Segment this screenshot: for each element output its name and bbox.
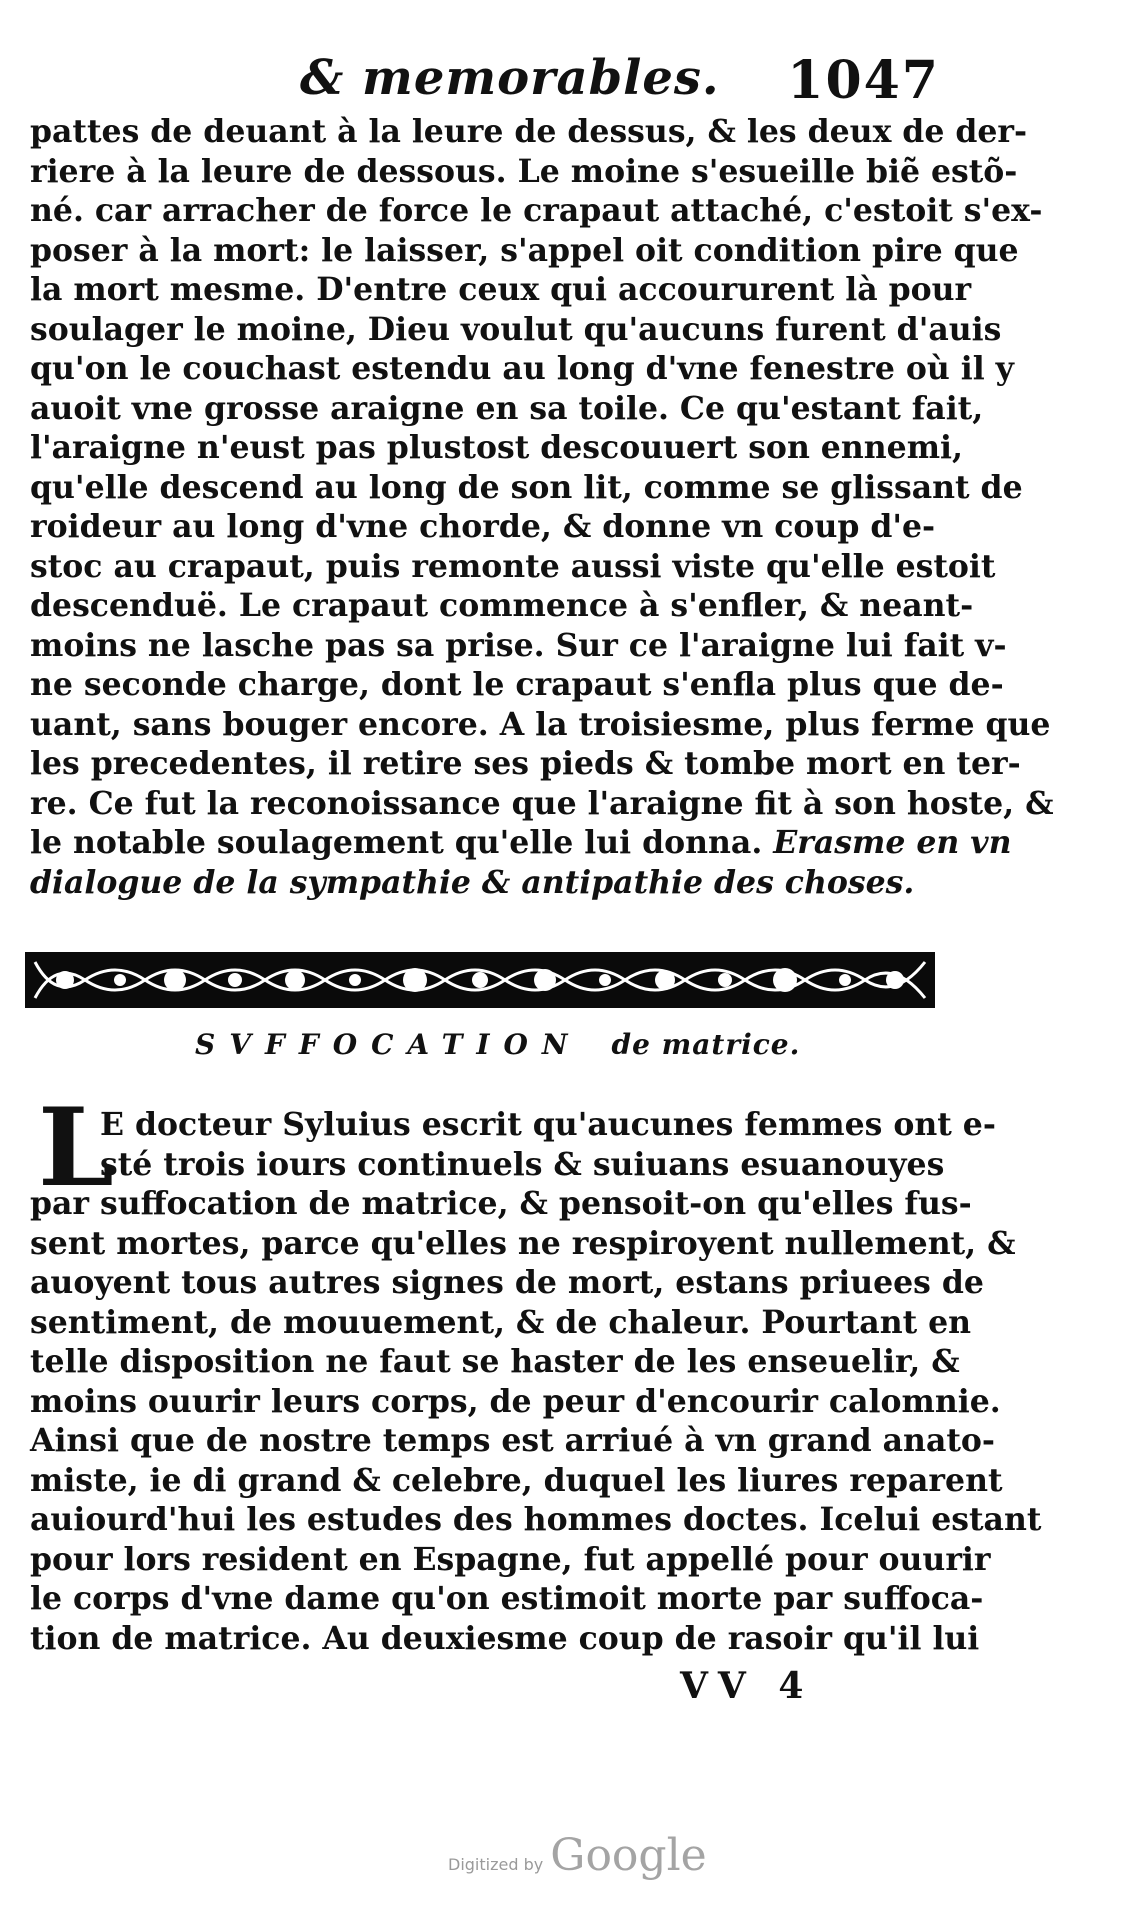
- text-line: descenduë. Le crapaut commence à s'enfler, & neant-: [30, 587, 974, 624]
- citation-start: Erasme en vn: [773, 824, 1012, 861]
- text-line: roideur au long d'vne chorde, & donne vn coup d'e-: [30, 508, 936, 545]
- text-line: la mort mesme. D'entre ceux qui accoururent là pour: [30, 271, 972, 308]
- text-line: auiourd'hui les estudes des hommes doctes. Icelui estant: [30, 1501, 1042, 1538]
- text-line: Ainsi que de nostre temps est arriué à vn grand anato-: [30, 1422, 995, 1459]
- text-line: telle disposition ne faut se haster de les enseuelir, &: [30, 1343, 960, 1380]
- text-line: auoit vne grosse araigne en sa toile. Ce qu'estant fait,: [30, 389, 984, 427]
- text-line: riere à la leure de dessous. Le moine s'esueille biẽ estõ-: [30, 152, 1018, 190]
- page-header: [300, 50, 940, 110]
- text-line: les precedentes, il retire ses pieds & tombe mort en ter-: [30, 745, 1021, 782]
- text-line: par suffocation de matrice, & pensoit-on qu'elles fus-: [30, 1185, 972, 1222]
- section-title: [195, 1028, 895, 1061]
- ornamental-band: [25, 950, 935, 1010]
- text-line: miste, ie di grand & celebre, duquel les liures reparent: [30, 1461, 1003, 1499]
- text-line: stoc au crapaut, puis remonte aussi viste qu'elle estoit: [30, 547, 996, 585]
- digitized-watermark: [448, 1830, 707, 1881]
- text-line: sent mortes, parce qu'elles ne respiroyent nullement, &: [30, 1224, 1016, 1262]
- digitized-by-label: Digitized by: [448, 1855, 544, 1874]
- text-line: re. Ce fut la reconoissance que l'araigne fit à son hoste, &: [30, 784, 1054, 822]
- google-logo: Google: [550, 1830, 707, 1881]
- text-line: E docteur Syluius escrit qu'aucunes femmes ont e-: [100, 1106, 996, 1143]
- text-line: sentiment, de mouuement, & de chaleur. Pourtant en: [30, 1303, 972, 1341]
- running-title: & memorables.: [300, 50, 720, 106]
- drop-cap: L: [38, 1085, 114, 1211]
- text-line: sté trois iours continuels & suiuans esuanouyes: [100, 1145, 945, 1183]
- citation-line: dialogue de la sympathie & antipathie des choses.: [30, 863, 915, 901]
- text-line: pour lors resident en Espagne, fut appellé pour ouurir: [30, 1540, 991, 1578]
- text-line: ne seconde charge, dont le crapaut s'enfla plus que de-: [30, 666, 1004, 703]
- paragraph-toad-and-spider: [30, 112, 1054, 902]
- page-number: 1047: [787, 50, 940, 111]
- section-title-main: SVFFOCATION: [195, 1028, 582, 1061]
- text-line: qu'on le couchast estendu au long d'vne fenestre où il y: [30, 350, 1014, 387]
- text-line: né. car arracher de force le crapaut attaché, c'estoit s'ex-: [30, 192, 1043, 229]
- paragraph-suffocation: [30, 1105, 1042, 1658]
- text-line: moins ouurir leurs corps, de peur d'encourir calomnie.: [30, 1382, 1001, 1420]
- text-line: uant, sans bouger encore. A la troisiesme, plus ferme que: [30, 705, 1051, 743]
- text-line: moins ne lasche pas sa prise. Sur ce l'araigne lui fait v-: [30, 626, 1007, 664]
- section-title-sub: de matrice.: [611, 1028, 801, 1061]
- text-line: l'araigne n'eust pas plustost descouuert son ennemi,: [30, 429, 963, 466]
- text-line: pattes de deuant à la leure de dessus, & les deux de der-: [30, 113, 1028, 150]
- text-line: qu'elle descend au long de son lit, comme se glissant de: [30, 468, 1023, 506]
- text-line: poser à la mort: le laisser, s'appel oit condition pire que: [30, 231, 1019, 269]
- text-line: le corps d'vne dame qu'on estimoit morte par suffoca-: [30, 1580, 984, 1617]
- text-line-with-citation: [30, 823, 1012, 863]
- text-line: auoyent tous autres signes de mort, estans priuees de: [30, 1264, 984, 1301]
- signature-mark: VV 4: [680, 1665, 814, 1707]
- text-line: soulager le moine, Dieu voulut qu'aucuns furent d'auis: [30, 310, 1002, 348]
- text-line: tion de matrice. Au deuxiesme coup de rasoir qu'il lui: [30, 1619, 980, 1657]
- text-line-end: le notable soulagement qu'elle lui donna.: [30, 824, 763, 861]
